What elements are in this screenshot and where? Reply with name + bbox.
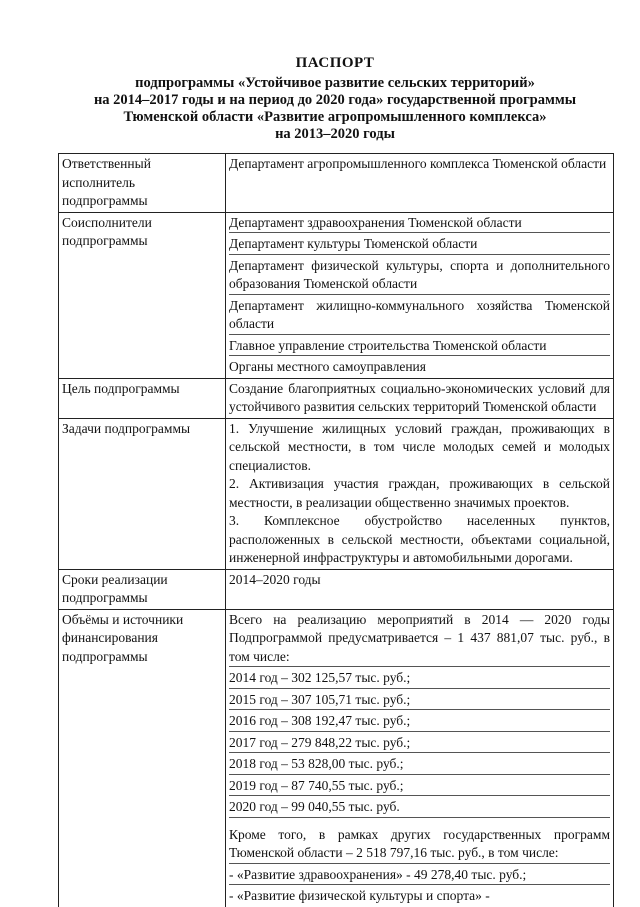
- finance-program: - «Развитие здравоохранения» - 49 278,40 тыс. руб.;: [229, 866, 610, 886]
- finance-year: 2015 год – 307 105,71 тыс. руб.;: [229, 691, 610, 711]
- coexecutor-item: Департамент культуры Тюменской области: [229, 235, 610, 255]
- row-label: Задачи подпрограммы: [59, 418, 226, 569]
- row-terms: [59, 569, 614, 609]
- task-item: 1. Улучшение жилищных условий граждан, проживающих в сельской местности, в том числе молодых семей и молодых специалистов.: [229, 420, 610, 473]
- row-value: 2014–2020 годы: [226, 569, 614, 609]
- row-coexecutors: [59, 212, 614, 378]
- finance-program: - «Развитие физической культуры и спорта» -: [229, 888, 490, 903]
- task-item: 2. Активизация участия граждан, проживающих в сельской местности, в реализации общественно значимых проектов.: [229, 476, 610, 510]
- document-heading: [40, 55, 630, 143]
- task-item: 3. Комплексное обустройство населенных пунктов, расположенных в сельской местности, объектами социальной, инженерной инфраструктуры и автомобильными дорогами.: [229, 513, 610, 565]
- row-label: Объёмы и источники финансирования подпрограммы: [59, 609, 226, 907]
- heading-line-3: на 2014–2017 годы и на период до 2020 года» государственной программы: [93, 92, 577, 108]
- row-label: Ответственный исполнитель подпрограммы: [59, 154, 226, 213]
- row-value: [226, 418, 614, 569]
- heading-line-2: подпрограммы «Устойчивое развитие сельских территорий»: [135, 75, 535, 91]
- row-responsible: [59, 154, 614, 213]
- row-value: [226, 212, 614, 378]
- row-finance: [59, 609, 614, 907]
- heading-title: ПАСПОРТ: [295, 55, 375, 71]
- coexecutor-item: Департамент жилищно-коммунального хозяйства Тюменской области: [229, 297, 610, 335]
- row-label: Цель подпрограммы: [59, 378, 226, 418]
- finance-year: 2020 год – 99 040,55 тыс. руб.: [229, 798, 610, 818]
- coexecutor-item: Департамент физической культуры, спорта и дополнительного образования Тюменской области: [229, 257, 610, 295]
- finance-intro: Всего на реализацию мероприятий в 2014 — 2020 годы Подпрограммой предусматривается – 1 437 881,07 тыс. руб., в том числе:: [229, 611, 610, 668]
- passport-table: [58, 153, 614, 907]
- coexecutor-item: Органы местного самоуправления: [229, 359, 426, 374]
- row-value: [226, 609, 614, 907]
- coexecutor-item: Главное управление строительства Тюменской области: [229, 337, 610, 357]
- row-goal: [59, 378, 614, 418]
- row-tasks: [59, 418, 614, 569]
- row-value: Департамент агропромышленного комплекса Тюменской области: [226, 154, 614, 213]
- finance-year: 2016 год – 308 192,47 тыс. руб.;: [229, 712, 610, 732]
- row-value: Создание благоприятных социально-экономических условий для устойчивого развития сельских территорий Тюменской области: [226, 378, 614, 418]
- heading-line-5: на 2013–2020 годы: [275, 126, 395, 142]
- heading-line-4: Тюменской области «Развитие агропромышленного комплекса»: [123, 109, 547, 125]
- finance-other: Кроме того, в рамках других государственных программ Тюменской области – 2 518 797,16 тыс. руб., в том числе:: [229, 826, 610, 864]
- coexecutor-item: Департамент здравоохранения Тюменской области: [229, 214, 610, 234]
- row-label: Сроки реализации подпрограммы: [59, 569, 226, 609]
- finance-year: 2019 год – 87 740,55 тыс. руб.;: [229, 777, 610, 797]
- finance-year: 2014 год – 302 125,57 тыс. руб.;: [229, 669, 610, 689]
- finance-year: 2017 год – 279 848,22 тыс. руб.;: [229, 734, 610, 754]
- row-label: Соисполнители подпрограммы: [59, 212, 226, 378]
- finance-year: 2018 год – 53 828,00 тыс. руб.;: [229, 755, 610, 775]
